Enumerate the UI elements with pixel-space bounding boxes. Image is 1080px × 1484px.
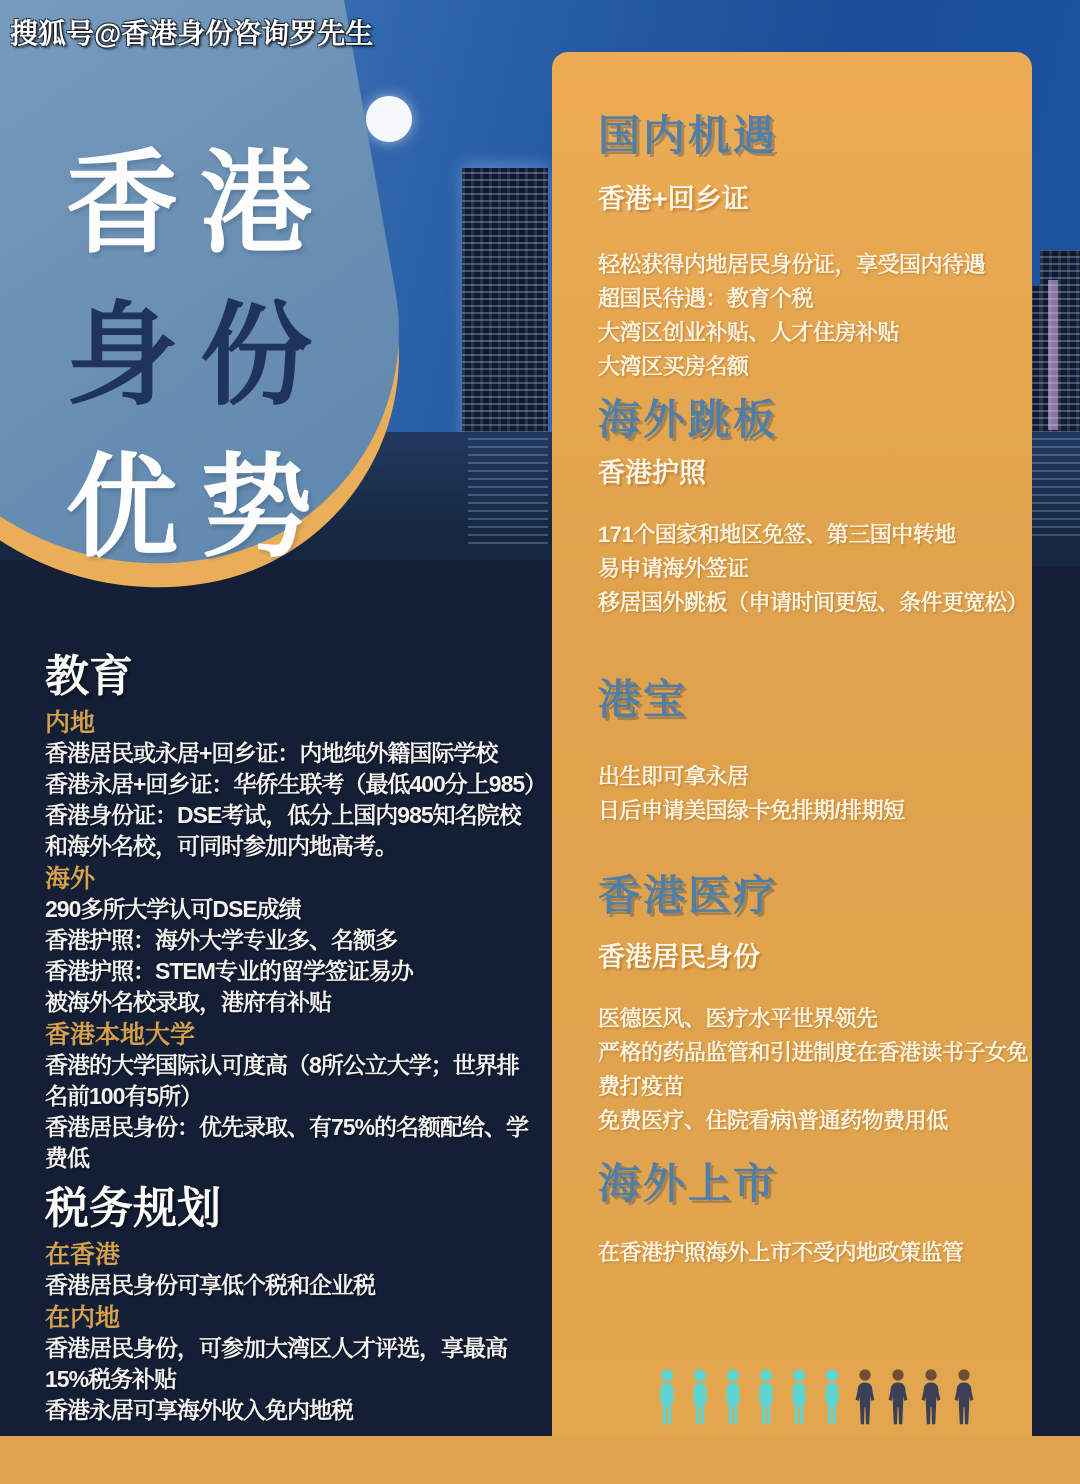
group-label-mainland: 内地 [45, 709, 96, 737]
text-line: 大湾区创业补贴、人才住房补贴 [598, 320, 900, 345]
water-reflection [468, 438, 548, 548]
hero-title-line3: 优势 [66, 445, 334, 570]
text-line: 免费医疗、住院看病\普通药物费用低 [598, 1108, 948, 1133]
section-heading-tax-planning: 税务规划 [45, 1184, 221, 1233]
text-line: 香港居民身份：优先录取、有75%的名额配给、学费低 [45, 1114, 529, 1171]
section-subheading: 香港居民身份 [598, 942, 760, 972]
text-line: 在香港护照海外上市不受内地政策监管 [598, 1240, 964, 1265]
text-line: 移居国外跳板（申请时间更短、条件更宽松） [598, 590, 1029, 615]
group-label-overseas: 海外 [45, 865, 96, 893]
group-label-in-hk: 在香港 [45, 1241, 121, 1269]
section-domestic-opportunities [598, 112, 1034, 384]
section-heading-hk-medical: 香港医疗 [598, 872, 779, 919]
section-heading-education: 教育 [45, 652, 133, 701]
watermark: 搜狐号@香港身份咨询罗先生 [10, 18, 374, 49]
section-overseas-springboard [598, 396, 1034, 620]
text-line: 被海外名校录取，港府有补贴 [45, 989, 331, 1015]
section-body [598, 1002, 1034, 1138]
hero-title [66, 128, 426, 584]
text-line: 香港居民身份可享低个税和企业税 [45, 1272, 375, 1298]
person-icon [883, 1366, 913, 1428]
section-heading-domestic-opportunities: 国内机遇 [598, 112, 779, 159]
section-heading-hk-baby: 港宝 [598, 676, 689, 723]
section-subheading: 香港护照 [598, 458, 706, 488]
person-icon [784, 1366, 814, 1428]
text-line: 香港永居+回乡证：华侨生联考（最低400分上985） [45, 771, 547, 797]
section-heading-overseas-springboard: 海外跳板 [598, 396, 779, 443]
section-hk-baby [598, 676, 1034, 828]
text-line: 290多所大学认可DSE成绩 [45, 896, 301, 922]
section-body [598, 248, 1034, 384]
text-line: 大湾区买房名额 [598, 354, 749, 379]
group-label-in-mainland: 在内地 [45, 1304, 121, 1332]
hero-title-line1: 香港 [66, 141, 334, 266]
skyscraper-silhouette [462, 168, 548, 468]
text-line: 医德医风、医疗水平世界领先 [598, 1006, 878, 1031]
section-body [598, 1236, 1034, 1270]
right-content [598, 112, 1034, 1270]
person-icon [685, 1366, 715, 1428]
text-line: 香港居民或永居+回乡证：内地纯外籍国际学校 [45, 740, 498, 766]
left-content [45, 652, 547, 1426]
person-icon [949, 1366, 979, 1428]
text-line: 香港永居可享海外收入免内地税 [45, 1397, 353, 1423]
text-line: 香港护照：STEM专业的留学签证易办 [45, 958, 413, 984]
section-heading-overseas-listing: 海外上市 [598, 1160, 779, 1207]
text-line: 出生即可拿永居 [598, 764, 749, 789]
person-icon [850, 1366, 880, 1428]
text-line: 171个国家和地区免签、第三国中转地 [598, 522, 956, 547]
text-line: 香港身份证：DSE考试，低分上国内985知名院校和海外名校，可同时参加内地高考。 [45, 802, 521, 859]
person-icon [652, 1366, 682, 1428]
person-icon [817, 1366, 847, 1428]
person-icon [718, 1366, 748, 1428]
text-line: 轻松获得内地居民身份证，享受国内待遇 [598, 252, 986, 277]
text-line: 日后申请美国绿卡免排期/排期短 [598, 798, 905, 823]
section-body [598, 760, 1034, 828]
section-hk-medical [598, 872, 1034, 1138]
text-line: 严格的药品监管和引进制度在香港读书子女免费打疫苗 [598, 1040, 1029, 1099]
people-pictogram-row [652, 1366, 979, 1428]
hero-title-line2: 身份 [66, 293, 334, 418]
section-overseas-listing [598, 1160, 1034, 1270]
text-line: 超国民待遇：教育个税 [598, 286, 814, 311]
section-body [598, 518, 1034, 620]
bottom-orange-band [0, 1436, 1080, 1484]
person-icon [916, 1366, 946, 1428]
text-line: 易申请海外签证 [598, 556, 749, 581]
text-line: 香港的大学国际认可度高（8所公立大学；世界排名前100有5所） [45, 1052, 519, 1109]
section-subheading: 香港+回乡证 [598, 184, 749, 214]
text-line: 香港居民身份，可参加大湾区人才评选，享最高15%税务补贴 [45, 1335, 507, 1392]
group-label-hk-local-universities: 香港本地大学 [45, 1021, 196, 1049]
text-line: 香港护照：海外大学专业多、名额多 [45, 927, 397, 953]
person-icon [751, 1366, 781, 1428]
